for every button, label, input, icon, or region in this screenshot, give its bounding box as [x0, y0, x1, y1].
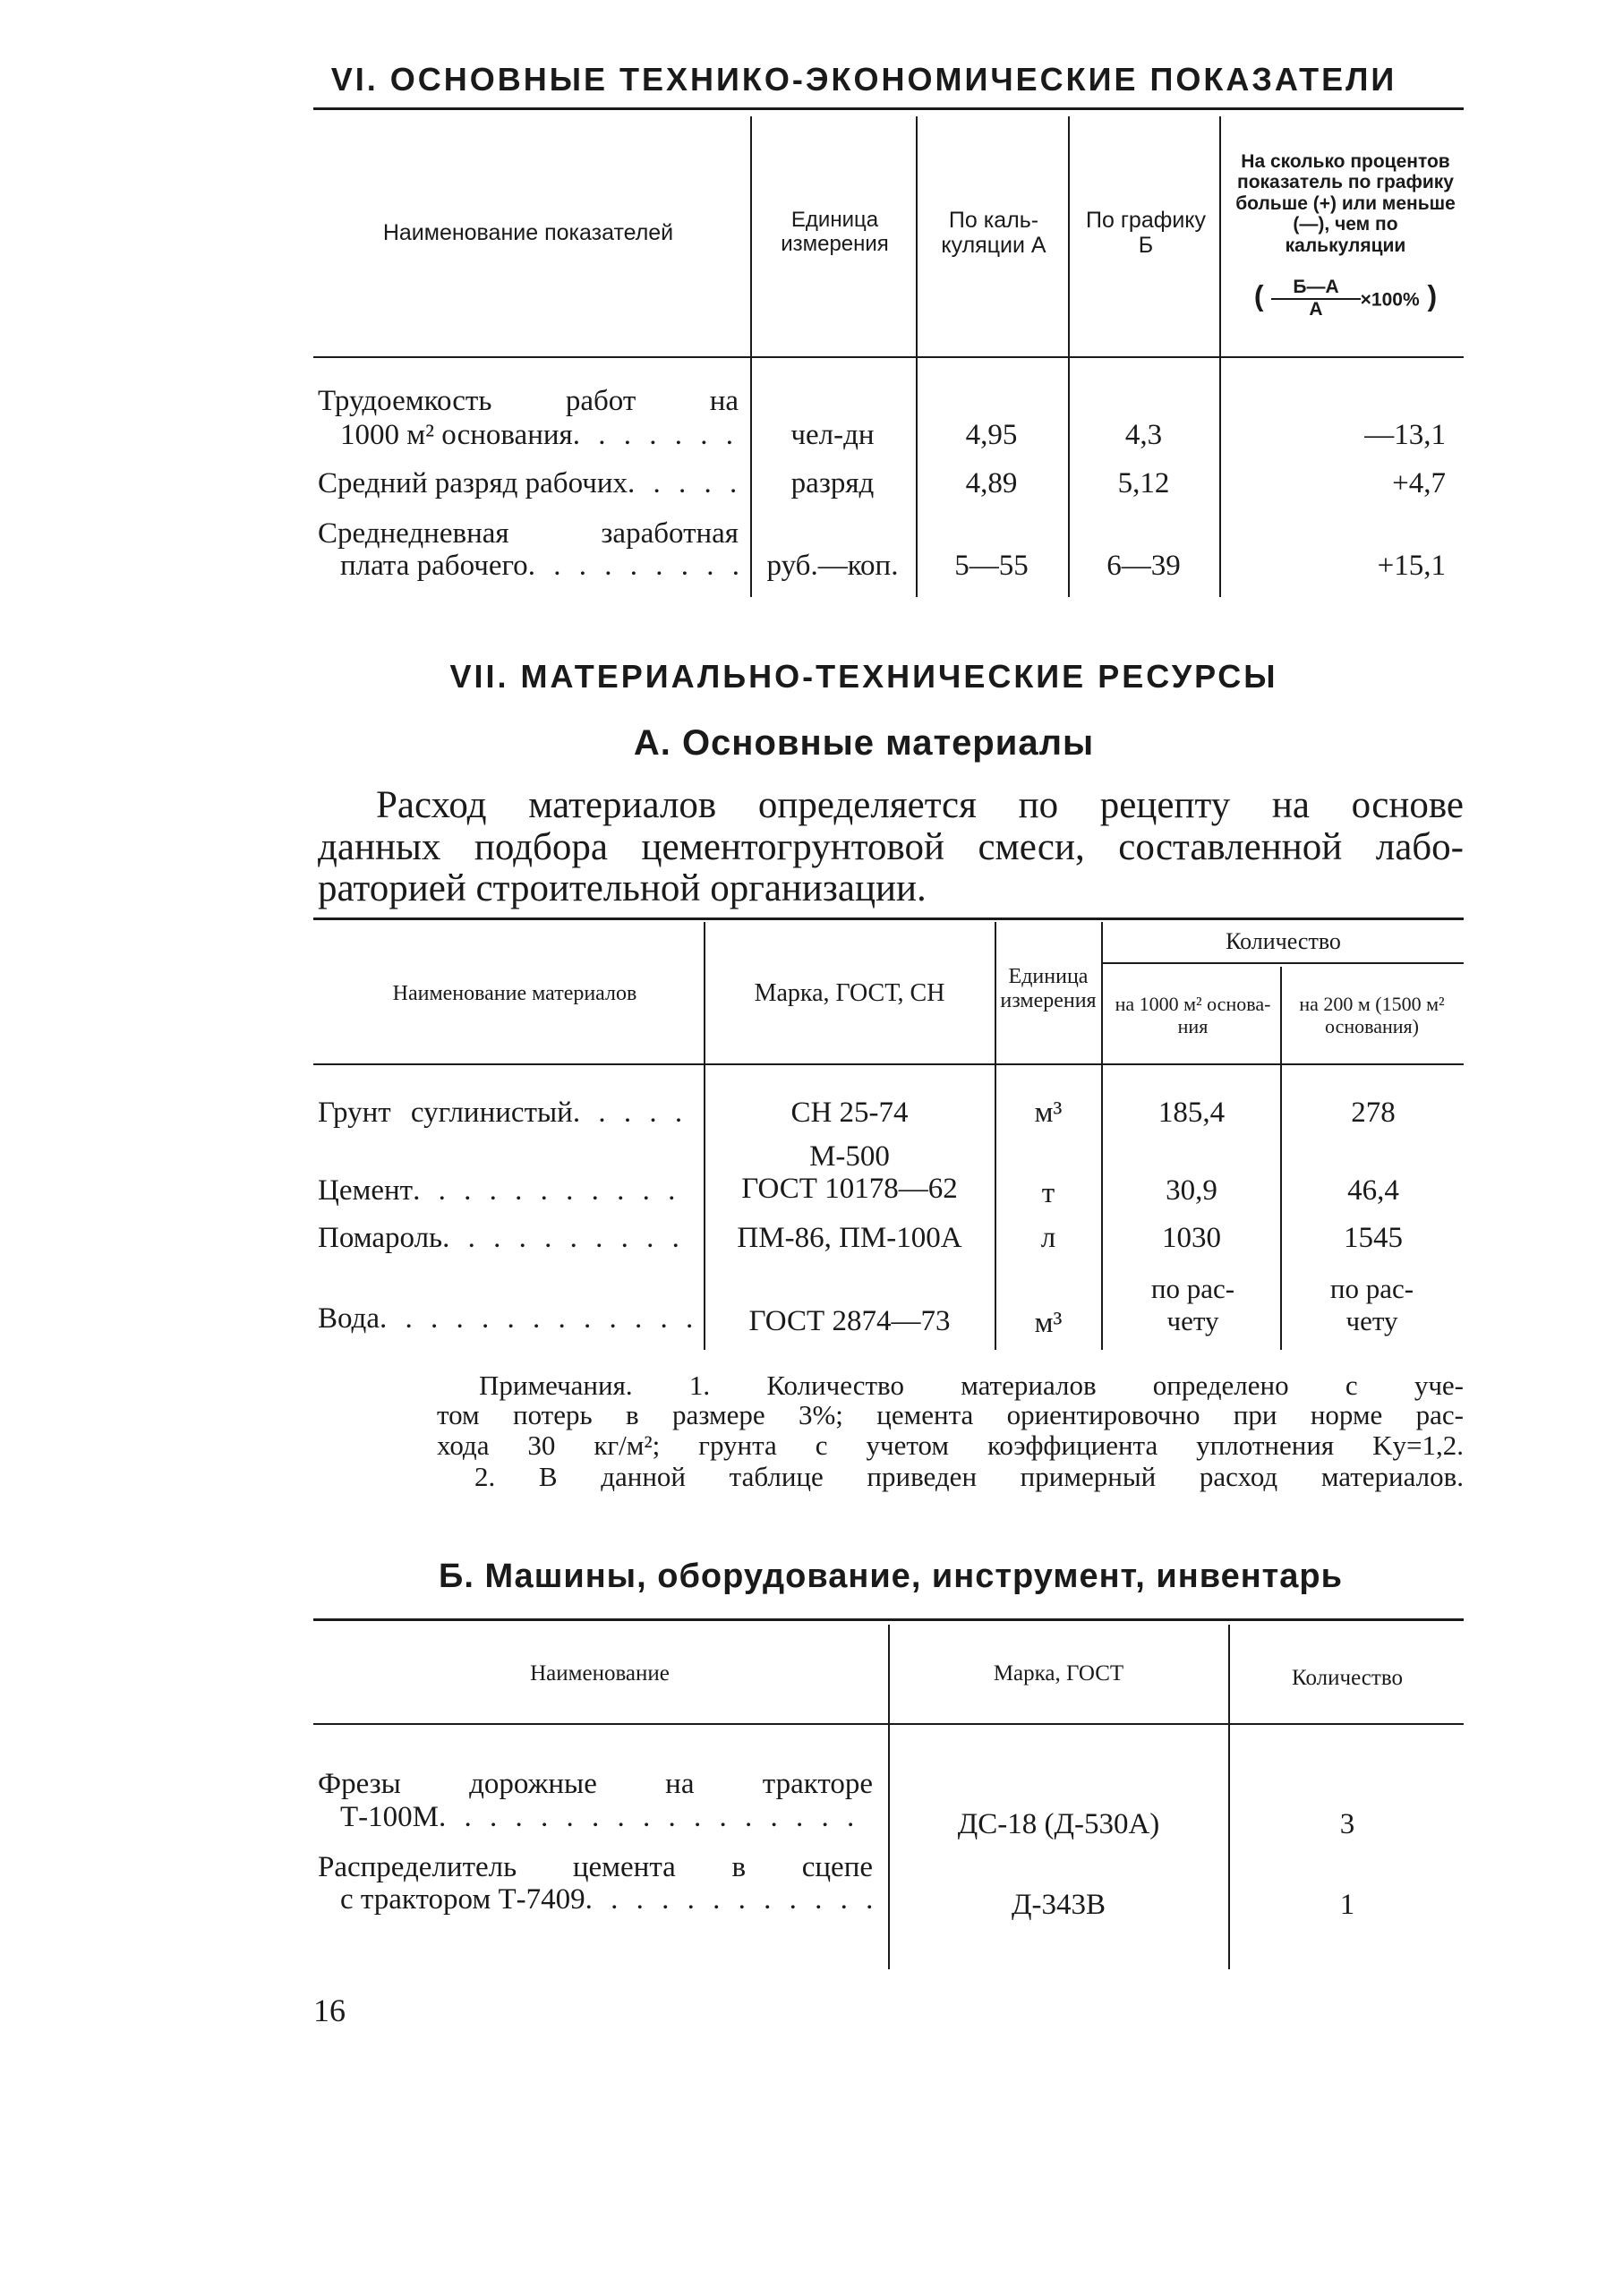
t3-row1-name-line1: Фрезы дорожные на тракторе: [318, 1768, 873, 1800]
t1-row3-name-line1: Среднедневная заработная: [318, 517, 739, 550]
table1-col-divider: [1219, 116, 1221, 597]
t2-row4-unit: м³: [1034, 1307, 1063, 1339]
t1-header-graph: По графику Б: [1086, 208, 1206, 258]
table3-col-divider: [1228, 1625, 1230, 1969]
table3-top-rule: [313, 1618, 1464, 1621]
t2-row3-mark: ПМ-86, ПМ-100А: [737, 1222, 962, 1254]
t2-row4-name: [318, 1302, 694, 1336]
t3-row1-mark: ДС-18 (Д-530А): [957, 1808, 1160, 1840]
note-line-2: том потерь в размере 3%; цемента ориентировочно при норме рас-: [437, 1399, 1464, 1430]
t2-row3-name-text: Помароль: [318, 1222, 443, 1254]
t2-row3-q2: 1545: [1344, 1222, 1403, 1254]
t2-header-qty1000: на 1000 м² основания: [1115, 993, 1271, 1037]
t1-row2-unit: разряд: [790, 467, 875, 499]
page-number: 16: [313, 1993, 346, 2028]
t3-header-qty: Количество: [1292, 1666, 1403, 1690]
t2-row3-q1: 1030: [1162, 1222, 1221, 1254]
table2-col-divider: [1101, 922, 1103, 1350]
formula-multiplier: ×100%: [1360, 289, 1420, 311]
t3-row2-mark: Д-343В: [1011, 1889, 1106, 1921]
t1-row2-percent: +4,7: [1392, 467, 1446, 499]
t1-header-calc: По калькуляции А: [941, 208, 1046, 258]
t3-row1-qty: 3: [1339, 1808, 1355, 1840]
t2-row3-unit: л: [1040, 1222, 1056, 1254]
t2-row1-q2: 278: [1351, 1097, 1396, 1129]
t2-row4-q1: по расчету: [1150, 1273, 1235, 1336]
t1-row1-name-text: 1000 м² основания: [340, 419, 573, 451]
t1-row3-percent: +15,1: [1377, 550, 1446, 582]
formula-numerator: Б—А: [1271, 277, 1360, 300]
t1-header-percent: На сколько процентов показатель по графику больше (+) или меньше (—), чем по калькуляции: [1235, 150, 1456, 256]
t1-row2-calc: 4,89: [965, 467, 1018, 499]
table1-top-rule: [313, 107, 1464, 110]
t1-row2-name: [318, 467, 739, 500]
table2-header-rule: [313, 1063, 1464, 1065]
t1-row1-percent: —13,1: [1364, 419, 1446, 451]
percent-formula-fraction: [1271, 277, 1360, 319]
note-line-3: хода 30 кг/м²; грунта с учетом коэффициента уплотнения Kу=1,2.: [437, 1430, 1464, 1461]
subsection-b-title: Б. Машины, оборудование, инструмент, инвентарь: [439, 1558, 1343, 1595]
t2-row1-name-text: Грунт суглинистый: [318, 1097, 573, 1129]
t1-row1-name-line2: [340, 419, 739, 452]
section-7-title: VII. МАТЕРИАЛЬНО-ТЕХНИЧЕСКИЕ РЕСУРСЫ: [449, 658, 1278, 695]
t1-row2-name-text: Средний разряд рабочих: [318, 467, 628, 499]
t2-row2-mark-line1: М-500: [809, 1140, 890, 1173]
t2-header-qty: Количество: [1226, 928, 1341, 955]
table2-col-divider: [1280, 967, 1282, 1350]
t2-header-name: Наименование материалов: [392, 981, 637, 1005]
t3-row1-name-text: Т-100М: [340, 1801, 439, 1833]
section-6-title: VI. ОСНОВНЫЕ ТЕХНИКО-ЭКОНОМИЧЕСКИЕ ПОКАЗАТЕЛИ: [330, 61, 1397, 98]
t2-row2-q1: 30,9: [1166, 1174, 1217, 1207]
paragraph-line-1: Расход материалов определяется по рецепту на основе: [376, 784, 1464, 826]
t3-header-name: Наименование: [530, 1661, 670, 1686]
table2-col-divider: [995, 922, 996, 1350]
paragraph-line-3: раторией строительной организации.: [318, 867, 927, 909]
t2-row1-unit: м³: [1034, 1097, 1063, 1129]
t2-row2-name: [318, 1174, 694, 1208]
t1-row3-graph: 6—39: [1106, 550, 1181, 582]
table2-qty-subrule: [1103, 962, 1464, 964]
t2-header-qty200: на 200 м (1500 м² основания): [1299, 993, 1445, 1037]
t1-row2-graph: 5,12: [1117, 467, 1170, 499]
t1-row1-graph: 4,3: [1124, 419, 1163, 451]
table3-col-divider: [888, 1625, 890, 1969]
t2-row4-mark: ГОСТ 2874—73: [748, 1305, 951, 1337]
t1-row3-name-line2: [340, 550, 739, 583]
t2-header-mark: Марка, ГОСТ, СН: [754, 979, 945, 1008]
t2-row1-mark: СН 25-74: [790, 1097, 909, 1129]
t2-row4-q2: по расчету: [1329, 1273, 1414, 1336]
t3-row1-name-line2: [340, 1801, 873, 1834]
t2-row2-mark-line2: ГОСТ 10178—62: [741, 1173, 958, 1205]
t1-row1-name-line1: Трудоемкость работ на: [318, 385, 739, 417]
formula-denominator: А: [1309, 299, 1323, 320]
t2-row3-name: [318, 1222, 694, 1255]
t2-row2-unit: т: [1041, 1177, 1055, 1209]
paragraph-line-2: данных подбора цементогрунтовой смеси, составленной лабо-: [318, 826, 1464, 868]
t2-row1-q1: 185,4: [1157, 1097, 1226, 1129]
table2-col-divider: [704, 922, 705, 1350]
t2-row4-name-text: Вода: [318, 1302, 380, 1335]
t1-row3-calc: 5—55: [954, 550, 1029, 582]
t3-row2-qty: 1: [1339, 1889, 1355, 1921]
t3-row2-name-line2: [340, 1883, 873, 1916]
note-line-1: Примечания. 1. Количество материалов определено с уче-: [479, 1370, 1464, 1401]
t2-row2-name-text: Цемент: [318, 1174, 414, 1207]
t2-row2-q2: 46,4: [1347, 1174, 1399, 1207]
table1-header-rule: [313, 356, 1464, 358]
t3-header-mark: Марка, ГОСТ: [993, 1661, 1124, 1686]
t1-header-name: Наименование показателей: [382, 220, 674, 245]
t3-row2-name-text: с трактором Т-7409: [340, 1883, 585, 1916]
t1-row1-calc: 4,95: [965, 419, 1018, 451]
t2-header-unit: Единица измерения: [1000, 965, 1097, 1012]
t3-row2-name-line1: Распределитель цемента в сцепе: [318, 1851, 873, 1883]
table1-col-divider: [916, 116, 918, 597]
t2-row1-name: [318, 1097, 694, 1130]
table1-col-divider: [750, 116, 752, 597]
table2-top-rule: [313, 918, 1464, 920]
t1-row1-unit: чел-дн: [790, 419, 875, 451]
t1-row3-name-text: плата рабочего: [340, 550, 528, 582]
t1-row3-unit: руб.—коп.: [766, 550, 899, 582]
subsection-a-title: А. Основные материалы: [633, 723, 1095, 763]
note-line-4: 2. В данной таблице приведен примерный расход материалов.: [474, 1461, 1464, 1492]
t1-header-unit: Единица измерения: [781, 208, 889, 256]
table1-col-divider: [1068, 116, 1070, 597]
t1-header-formula: ( $\frac{Б—А}{А}$ ×100% ): [1253, 277, 1438, 320]
